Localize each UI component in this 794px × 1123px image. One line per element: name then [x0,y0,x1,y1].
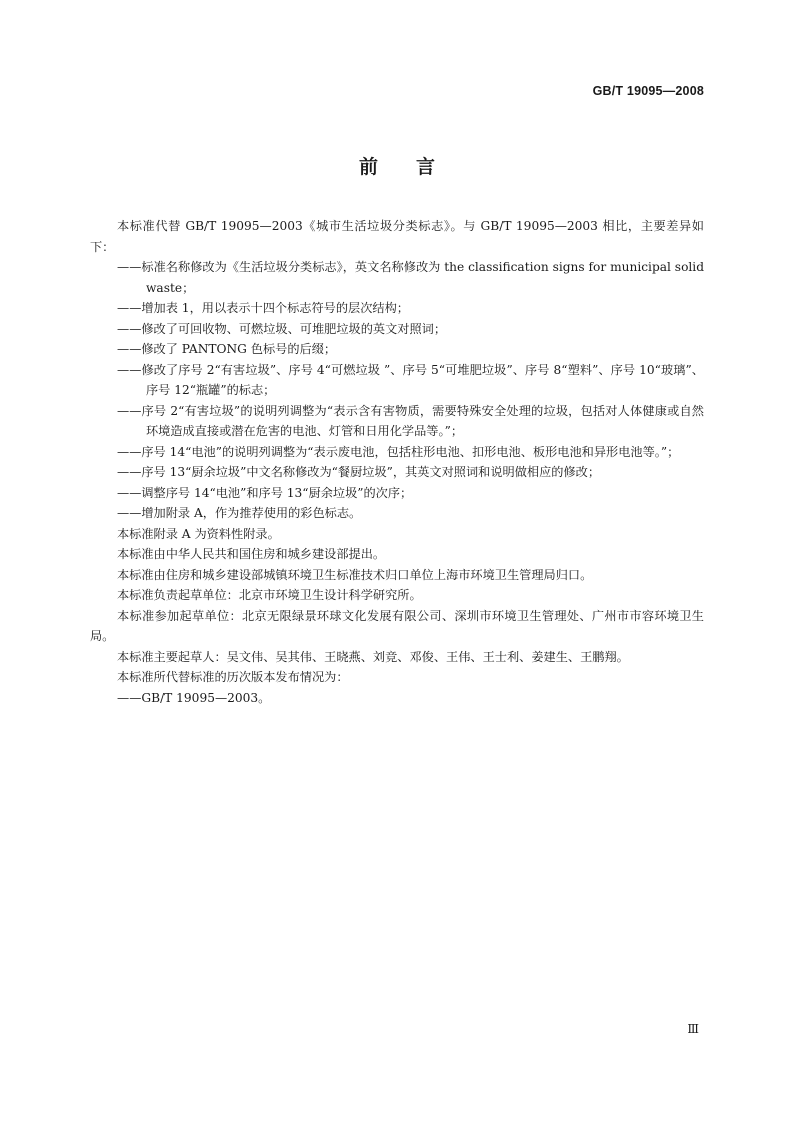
change-item: ——序号 14“电池”的说明列调整为“表示废电池，包括柱形电池、扣形电池、板形电池和异形电池等。”； [117,444,680,459]
changes-list [90,257,704,524]
change-item: ——序号 13“厨余垃圾”中文名称修改为“餐厨垃圾”，其英文对照词和说明做相应的修改； [117,465,601,479]
page-number: Ⅲ [687,1022,698,1036]
change-item: ——修改了可回收物、可燃垃圾、可堆肥垃圾的英文对照词； [117,321,447,336]
change-item: ——序号 2“有害垃圾”的说明列调整为“表示含有害物质，需要特殊安全处理的垃圾，包括对人体健康或自然环境造成直接或潜在危害的电池、灯管和日用化学品等。”； [117,403,704,438]
statement-appendix: 本标准附录 A 为资料性附录。 [117,526,280,541]
history-item: ——GB/T 19095—2003。 [117,690,271,705]
change-item: ——增加附录 A，作为推荐使用的彩色标志。 [117,506,362,520]
change-item: ——修改了 PANTONG 色标号的后缀； [117,342,337,356]
change-item: ——增加表 1，用以表示十四个标志符号的层次结构； [117,301,409,315]
statement-lead-drafter: 本标准负责起草单位：北京市环境卫生设计科学研究所。 [117,588,422,602]
page-title: 前言 [358,156,473,178]
statement-participants: 本标准参加起草单位：北京无限绿景环球文化发展有限公司、深圳市环境卫生管理处、广州市市容环境卫生局。 [90,608,704,643]
change-item: ——修改了序号 2“有害垃圾”、序号 4“可燃垃圾 ”、序号 5“可堆肥垃圾”、序号 8“塑料”、序号 10“玻璃”、序号 12“瓶罐”的标志； [117,362,704,397]
change-item: ——调整序号 14“电池”和序号 13“厨余垃圾”的次序； [117,485,413,500]
change-item: ——标准名称修改为《生活垃圾分类标志》，英文名称修改为 the classification signs for municipal solid waste； [117,260,704,295]
statement-administrator: 本标准由住房和城乡建设部城镇环境卫生标准技术归口单位上海市环境卫生管理局归口。 [117,567,593,582]
statement-drafters: 本标准主要起草人：吴文伟、吴其伟、王晓燕、刘竞、邓俊、王伟、王士利、姜建生、王鹏翔。 [117,649,629,664]
statement-history-intro: 本标准所代替标准的历次版本发布情况为： [117,670,349,684]
statement-proposer: 本标准由中华人民共和国住房和城乡建设部提出。 [117,547,386,561]
intro-paragraph: 本标准代替 GB/T 19095—2003《城市生活垃圾分类标志》。与 GB/T 19095—2003 相比，主要差异如下： [90,219,704,254]
standard-code: GB/T 19095—2008 [592,84,704,98]
foreword-body [90,216,704,708]
